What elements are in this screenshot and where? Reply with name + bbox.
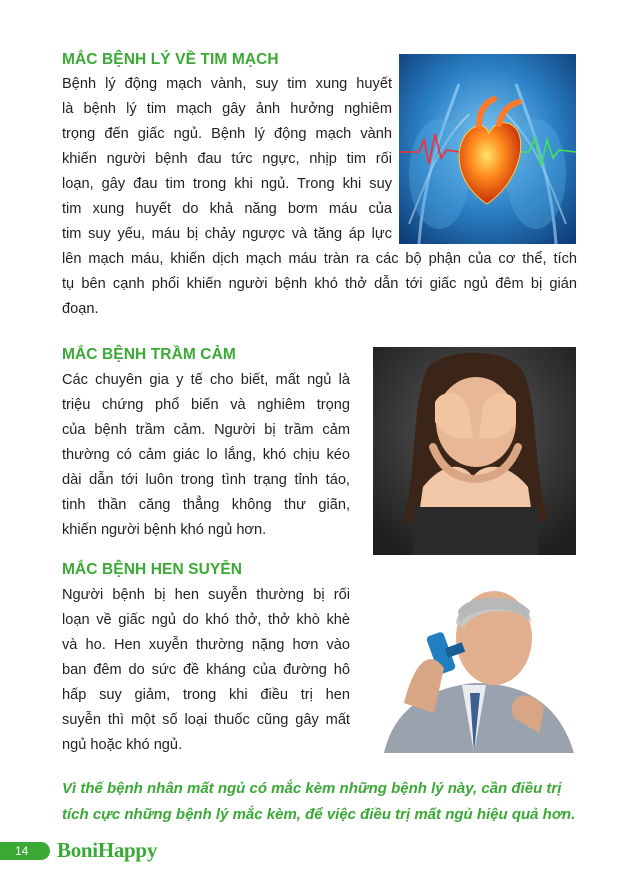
heart-illustration xyxy=(399,54,576,244)
depressed-woman-photo xyxy=(373,347,576,555)
heading-asthma: MẮC BỆNH HEN SUYỄN xyxy=(62,561,243,578)
text-line: tim suy yếu, máu bị chảy ngược và tăng áp lực xyxy=(62,226,392,242)
text-line: loạn về giấc ngủ do khó thở, thở khò khè xyxy=(62,612,350,628)
text-line: triệu chứng phổ biến và nghiêm trọng xyxy=(62,397,350,413)
text-line: lên mạch máu, khiến dịch mạch máu tràn ra các bộ phận của cơ thể, tích xyxy=(62,251,577,267)
closing-statement xyxy=(62,776,584,828)
text-line: là bệnh lý tim mạch gây ảnh hưởng nghiêm xyxy=(62,101,392,117)
page-number: 14 xyxy=(15,844,29,858)
heading-depression: MẮC BỆNH TRẦM CẢM xyxy=(62,346,236,363)
text-line: Người bệnh bị hen suyễn thường bị rối xyxy=(62,587,350,603)
text-line: đoạn. xyxy=(62,301,99,317)
inhaler-icon xyxy=(374,583,577,753)
text-line: Các chuyên gia y tế cho biết, mất ngủ là xyxy=(62,372,350,388)
text-line: và ho. Hen xuyễn thường nặng hơn vào xyxy=(62,637,350,653)
text-line: dài dẫn tới luôn trong tình trạng tỉnh táo, xyxy=(62,472,350,488)
text-line: suyễn thì một số loại thuốc cũng gây mất xyxy=(62,712,350,728)
text-line: tinh thần căng thẳng không thư giãn, xyxy=(62,497,350,513)
text-line: loạn, gây đau tim trong khi ngủ. Trong khi suy xyxy=(62,176,392,192)
text-line: khiến người bệnh đau tức ngực, nhịp tim rối xyxy=(62,151,392,167)
paragraph-depression xyxy=(62,368,350,543)
closing-line: Vì thế bệnh nhân mất ngủ có mắc kèm những bệnh lý này, cần điều trị xyxy=(62,780,562,797)
brand-logo: BoniHappy xyxy=(57,838,158,862)
text-line: ban đêm do sức đề kháng của đường hô xyxy=(62,662,350,678)
closing-line: tích cực những bệnh lý mắc kèm, để việc điều trị mất ngủ hiệu quả hơn. xyxy=(62,806,576,823)
text-line: trọng đến giấc ngủ. Bệnh lý động mạch vành xyxy=(62,126,392,142)
person-icon xyxy=(373,347,576,555)
text-line: tụ bên cạnh phổi khiến người bệnh khó thở dẫn tới giấc ngủ đêm bị gián xyxy=(62,276,577,292)
text-line: thường có cảm giác lo lắng, khó chịu kéo xyxy=(62,447,350,463)
text-line: hấp suy giảm, trong khi điều trị hen xyxy=(62,687,350,703)
text-line: của bệnh trầm cảm. Người bị trầm cảm xyxy=(62,422,350,438)
text-line: ngủ hoặc khó ngủ. xyxy=(62,737,183,753)
paragraph-asthma xyxy=(62,583,350,758)
text-line: Bệnh lý động mạch vành, suy tim xung huyết xyxy=(62,76,392,92)
text-line: tim xung huyết do khả năng bơm máu của xyxy=(62,201,392,217)
heading-heart-disease: MẮC BỆNH LÝ VỀ TIM MẠCH xyxy=(62,51,279,68)
heart-icon xyxy=(399,54,576,244)
text-line: khiến người bệnh khó ngủ hơn. xyxy=(62,522,267,538)
man-inhaler-photo xyxy=(374,583,577,753)
